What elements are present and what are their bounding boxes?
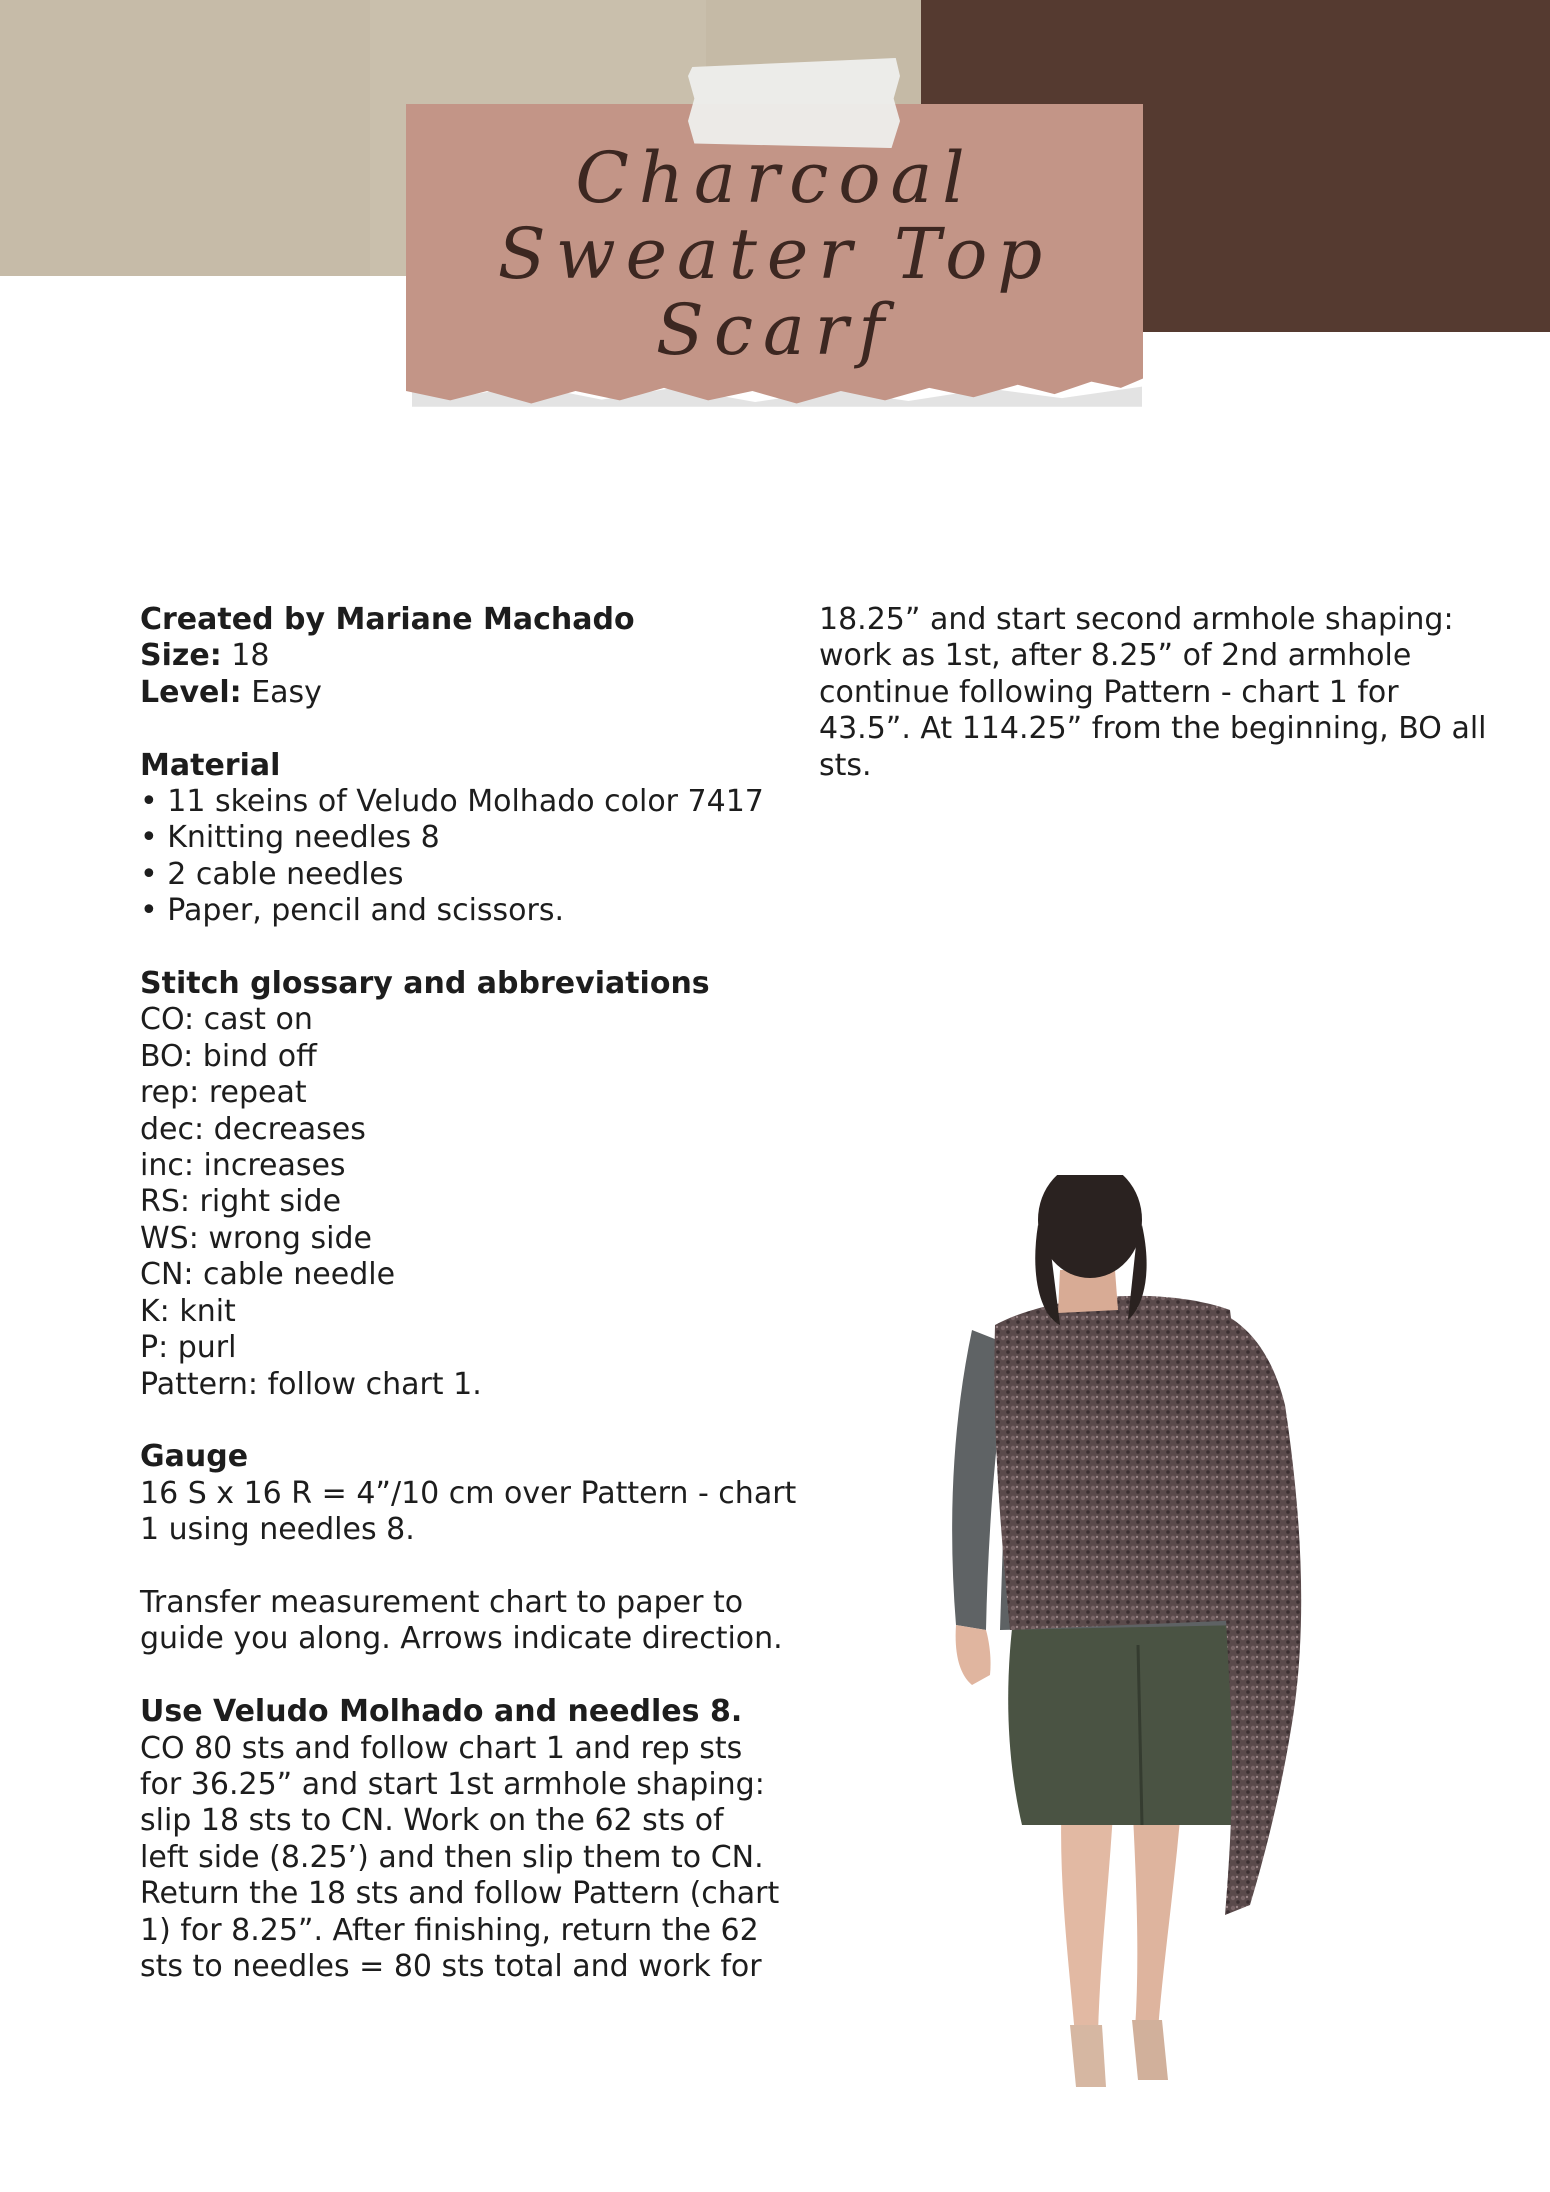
size-label: Size:: [140, 638, 222, 674]
glossary-item: BO: bind off: [140, 1038, 317, 1074]
left-column: [140, 602, 797, 1985]
instructions-line: for 36.25” and start 1st armhole shaping:: [140, 1766, 765, 1802]
instructions-line: left side (8.25’) and then slip them to CN.: [140, 1839, 764, 1875]
right-column: [819, 602, 1487, 784]
instructions-continued-line: 43.5”. At 114.25” from the beginning, BO all: [819, 711, 1487, 747]
glossary-item: P: purl: [140, 1330, 237, 1366]
instructions-continued-line: work as 1st, after 8.25” of 2nd armhole: [819, 638, 1412, 674]
page-title: [430, 137, 1120, 371]
title-line: Charcoal: [575, 137, 975, 219]
glossary-item: WS: wrong side: [140, 1220, 372, 1256]
instructions-continued-line: 18.25” and start second armhole shaping:: [819, 602, 1454, 637]
glossary-item: CN: cable needle: [140, 1257, 396, 1293]
gauge-line: 1 using needles 8.: [140, 1512, 415, 1548]
size-line: [140, 638, 790, 674]
instructions-continued-line: continue following Pattern - chart 1 for: [819, 674, 1399, 710]
instructions-line: 1) for 8.25”. After finishing, return the 62: [140, 1912, 759, 1948]
glossary-item: Pattern: follow chart 1.: [140, 1366, 482, 1402]
model-photo: [900, 1175, 1446, 2105]
size-value: 18: [231, 638, 270, 674]
instructions-heading: Use Veludo Molhado and needles 8.: [140, 1694, 743, 1730]
material-item: • 2 cable needles: [140, 856, 404, 892]
instructions-continued-line: sts.: [819, 747, 872, 783]
level-label: Level:: [140, 674, 242, 710]
transfer-line: Transfer measurement chart to paper to: [140, 1584, 744, 1620]
glossary-heading: Stitch glossary and abbreviations: [140, 966, 710, 1002]
header-band-left: [0, 0, 370, 276]
title-line: Sweater Top: [497, 213, 1053, 295]
instructions-line: CO 80 sts and follow chart 1 and rep sts: [140, 1730, 743, 1766]
glossary-item: rep: repeat: [140, 1075, 307, 1111]
tape-strip: [688, 58, 900, 148]
material-item: • Paper, pencil and scissors.: [140, 893, 565, 929]
glossary-item: K: knit: [140, 1293, 236, 1329]
gauge-line: 16 S x 16 R = 4”/10 cm over Pattern - chart: [140, 1475, 797, 1511]
glossary-item: dec: decreases: [140, 1111, 366, 1147]
level-line: [140, 675, 790, 711]
material-item: • 11 skeins of Veludo Molhado color 7417: [140, 784, 764, 820]
instructions-line: sts to needles = 80 sts total and work for: [140, 1948, 762, 1984]
glossary-item: CO: cast on: [140, 1002, 313, 1038]
credits-line: [140, 602, 790, 638]
material-item: • Knitting needles 8: [140, 820, 440, 856]
instructions-line: slip 18 sts to CN. Work on the 62 sts of: [140, 1803, 724, 1839]
created-by: Created by Mariane Machado: [140, 602, 635, 637]
level-value: Easy: [251, 674, 322, 710]
glossary-item: RS: right side: [140, 1184, 342, 1220]
transfer-line: guide you along. Arrows indicate direction.: [140, 1621, 783, 1657]
gauge-heading: Gauge: [140, 1439, 249, 1475]
material-heading: Material: [140, 747, 281, 783]
title-line: Scarf: [655, 289, 895, 371]
glossary-item: inc: increases: [140, 1148, 346, 1184]
instructions-line: Return the 18 sts and follow Pattern (chart: [140, 1876, 780, 1912]
